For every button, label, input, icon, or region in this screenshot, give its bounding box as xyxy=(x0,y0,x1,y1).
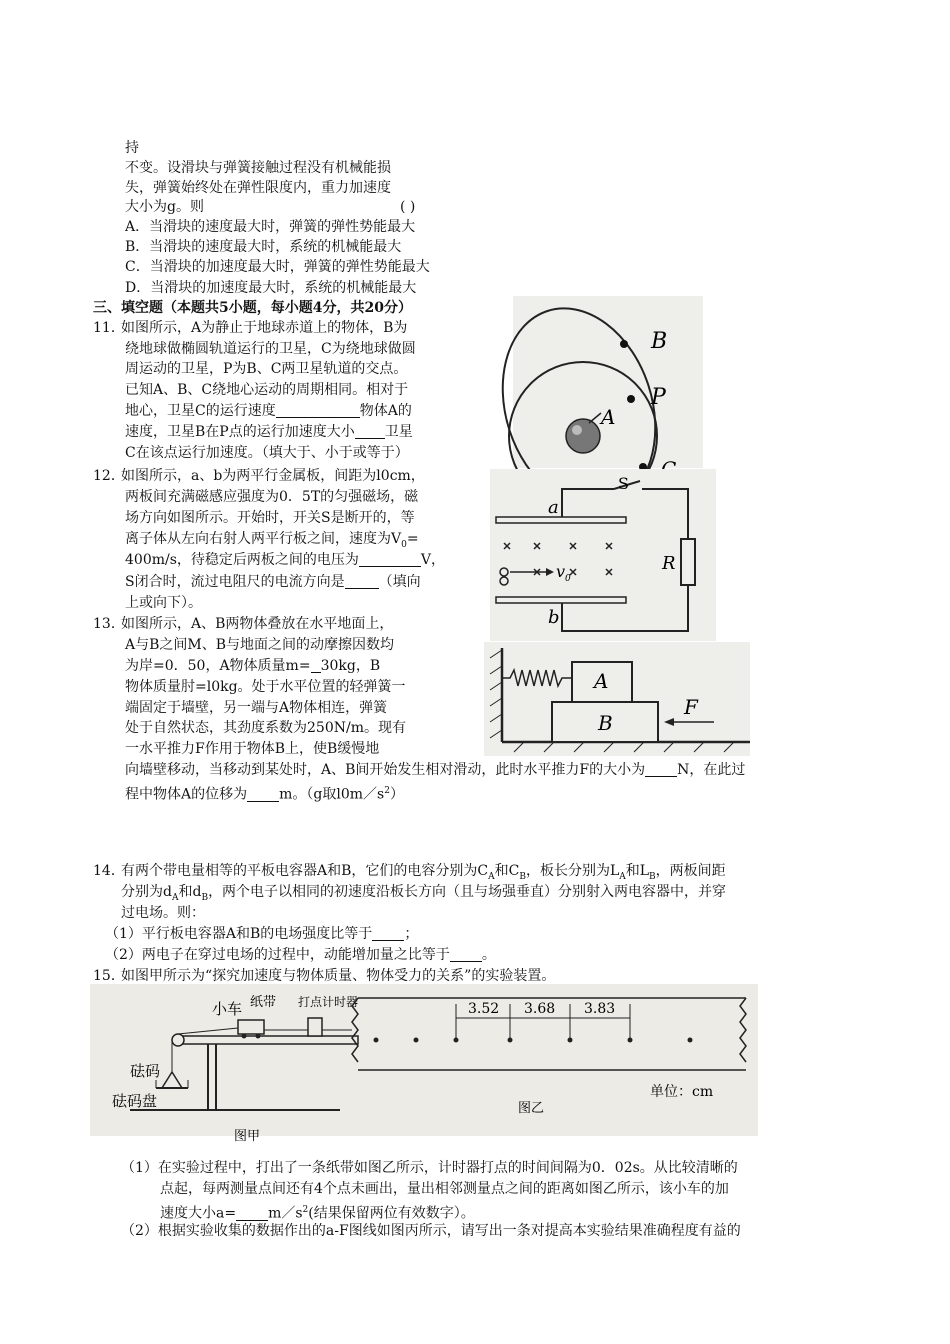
distance-1: 3.52 xyxy=(468,1001,500,1017)
q12-blank-1[interactable] xyxy=(359,552,421,567)
q10-line-1: 持 xyxy=(125,140,139,156)
q13-text-3: 为岸=0．50，A物体质量m= 30kg，B xyxy=(125,658,381,674)
distance-3: 3.83 xyxy=(584,1001,616,1017)
label-weight: 砝码 xyxy=(130,1062,161,1080)
q13-text-4: 物体质量肘=l0kg。处于水平位置的轻弹簧一 xyxy=(125,679,406,695)
q15-blank-1[interactable] xyxy=(236,1206,268,1221)
label-tape: 纸带 xyxy=(250,995,277,1010)
svg-text:0: 0 xyxy=(565,574,571,584)
q12-text-5: 400m/s，待稳定后两板之间的电压为 V， xyxy=(125,552,446,568)
q15-part2-line-1: （2）根据实验收集的数据作出的a-F图线如图丙所示，请写出一条对提高本实验结果准确程度有益的 xyxy=(121,1223,741,1239)
resistor-r xyxy=(681,539,695,585)
label-b: B xyxy=(598,711,613,735)
q11-text-4: 已知A、B、C绕地心运动的周期相同。相对于 xyxy=(125,382,409,398)
earth-highlight xyxy=(572,425,582,435)
q13-blank-1[interactable] xyxy=(645,762,677,777)
point-p-dot xyxy=(627,395,635,403)
q10-option-d: D．当滑块的加速度最大时，系统的机械能最大 xyxy=(125,280,417,296)
q13-text-8: 向墙壁移动，当移动到某处时，A、B间开始发生相对滑动，此时水平推力F的大小为 N，在此过 xyxy=(125,762,746,778)
q11-text-1: 11．如图所示，A为静止于地球赤道上的物体，B为 xyxy=(93,320,408,336)
q12-text-6: S闭合时，流过电阻尺的电流方向是 （填向 xyxy=(125,574,421,590)
label-a: a xyxy=(548,497,559,518)
label-b: B xyxy=(651,329,668,354)
q12-text-3: 场方向如图所示。开始时，开关S是断开的，等 xyxy=(125,510,415,526)
pulley xyxy=(172,1034,184,1046)
q11-text-5: 地心，卫星C的运行速度 物体A的 xyxy=(125,403,412,419)
q13-text-2: A与B之间M、B与地面之间的动摩擦因数均 xyxy=(125,637,395,653)
q12-text-7: 上或向下）。 xyxy=(125,595,202,611)
q15-apparatus-figure xyxy=(90,984,758,1144)
q12-text-2: 两板间充满磁感应强度为0．5T的匀强磁场，磁 xyxy=(125,489,419,505)
q10-answer-paren: ( ) xyxy=(400,199,416,215)
q11-blank-1[interactable] xyxy=(276,403,360,418)
q15-part1-line-2: 点起，每两测量点间还有4个点未画出，量出相邻测量点之间的距离如图乙所示，该小车的加 xyxy=(160,1181,729,1197)
label-pan: 砝码盘 xyxy=(112,1092,158,1110)
label-unit: 单位：cm xyxy=(650,1084,714,1100)
q13-text-6: 处于自然状态，其劲度系数为250N/m。现有 xyxy=(125,720,406,736)
plate-a xyxy=(496,517,626,523)
label-s: S xyxy=(618,474,629,493)
label-figure-yi: 图乙 xyxy=(518,1101,545,1116)
tape-dots xyxy=(374,1038,693,1043)
track-board xyxy=(176,1036,358,1044)
q11-text-3: 周运动的卫星，P为B、C两卫星轨道的交点。 xyxy=(125,361,408,377)
q12-text-1: 12．如图所示，a、b为两平行金属板，间距为l0cm， xyxy=(93,468,425,484)
q10-line-3: 失，弹簧始终处在弹性限度内，重力加速度 xyxy=(125,180,391,196)
q10-line-4: 大小为g。则 xyxy=(125,199,204,215)
q11-orbit-figure xyxy=(513,296,703,468)
q13-text-7: 一水平推力F作用于物体B上，使B缓慢地 xyxy=(125,741,380,757)
q13-blank-2[interactable] xyxy=(247,787,279,802)
q11-text-2: 绕地球做椭圆轨道运行的卫星，C为绕地球做圆 xyxy=(125,341,416,357)
label-f: F xyxy=(684,695,698,719)
label-p: P xyxy=(651,385,666,410)
plate-b xyxy=(496,597,626,603)
q15-part1-line-3: 速度大小$a= m/s^2$(结果保留两位有效数字）。 xyxy=(160,1205,475,1222)
label-a: A xyxy=(594,669,609,693)
q13-blocks-figure xyxy=(484,642,750,756)
q14-blank-1[interactable] xyxy=(372,926,404,941)
q13-text-1: 13．如图所示，A、B两物体叠放在水平地面上， xyxy=(93,616,394,632)
q14-sub-2: （2）两电子在穿过电场的过程中，动能增加量之比等于 。 xyxy=(105,947,496,963)
q12-blank-2[interactable] xyxy=(345,574,379,589)
label-a: A xyxy=(601,405,616,429)
section-heading: 三、填空题（本题共5小题，每小题4分，共20分） xyxy=(93,300,412,316)
q11-text-7: C在该点运行加速度。（填大于、小于或等于） xyxy=(125,445,409,461)
earth-globe xyxy=(566,419,600,453)
timer-box xyxy=(308,1018,322,1036)
label-b: b xyxy=(548,607,560,628)
label-r: R xyxy=(662,553,676,574)
label-v: v xyxy=(556,562,566,581)
q13-text-9: 程中物体A的位移为 m。（g取$l0m/s^2$） xyxy=(125,786,404,803)
q15-text-1: 15．如图甲所示为“探究加速度与物体质量、物体受力的关系”的实验装置。 xyxy=(93,968,556,984)
q10-option-a: A．当滑块的速度最大时，弹簧的弹性势能最大 xyxy=(125,219,416,235)
q14-text-1: 14．有两个带电量相等的平板电容器A和B，它们的电容分别为$C_A$和$C_B$，板长分别为$L_A$和$L_B$，两板间距 xyxy=(93,863,726,882)
label-figure-jia: 图甲 xyxy=(234,1129,261,1144)
q14-blank-2[interactable] xyxy=(450,947,482,962)
q10-option-c: C．当滑块的加速度最大时，弹簧的弹性势能最大 xyxy=(125,259,430,275)
q12-text-4: 离子体从左向右射人两平行板之间，速度为$V_0=$ xyxy=(125,531,419,550)
q13-text-5: 端固定于墙壁，另一端与A物体相连，弹簧 xyxy=(125,700,388,716)
label-timer: 打点计时器 xyxy=(298,995,359,1009)
q13-underline-mark xyxy=(311,658,321,673)
satellite-b-dot xyxy=(620,340,628,348)
cart-body xyxy=(238,1020,264,1034)
weight-stack xyxy=(162,1072,182,1088)
q10-option-b: B．当滑块的速度最大时，系统的机械能最大 xyxy=(125,239,402,255)
q14-sub-1: （1）平行板电容器A和B的电场强度比等于 ； xyxy=(105,926,419,942)
q15-part1-line-1: （1）在实验过程中，打出了一条纸带如图乙所示，计时器打点的时间间隔为0．02s。从比较清晰的 xyxy=(121,1160,738,1176)
q10-line-2: 不变。设滑块与弹簧接触过程没有机械能损 xyxy=(125,160,391,176)
q12-circuit-figure xyxy=(490,469,716,641)
q14-text-3: 过电场。则： xyxy=(121,905,205,921)
q14-text-2: 分别为$d_A$和$d_B$，两个电子以相同的初速度沿板长方向（且与场强垂直）分别射入两电容器中，并穿 xyxy=(121,884,727,903)
spring xyxy=(502,670,572,686)
q11-blank-2[interactable] xyxy=(355,424,385,439)
q11-text-6: 速度，卫星B在P点的运行加速度大小 卫星 xyxy=(125,424,413,440)
label-cart: 小车 xyxy=(212,1000,243,1018)
distance-2: 3.68 xyxy=(524,1001,556,1017)
